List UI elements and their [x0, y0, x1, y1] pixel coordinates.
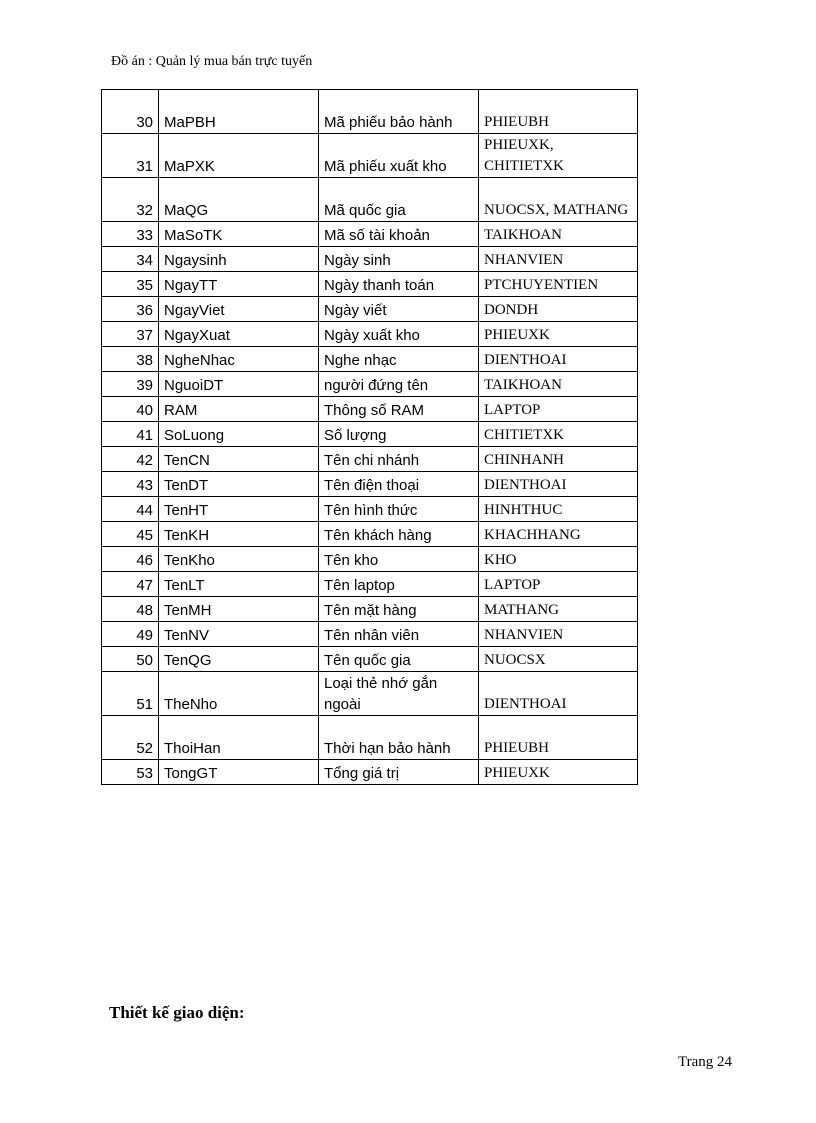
field-description: Tên mặt hàng: [319, 597, 479, 622]
table-row: [102, 272, 638, 297]
field-name: TenCN: [159, 447, 319, 472]
field-name: TenKH: [159, 522, 319, 547]
field-name: NgayXuat: [159, 322, 319, 347]
field-description: Ngày sinh: [319, 247, 479, 272]
field-name: TenDT: [159, 472, 319, 497]
owning-tables: DIENTHOAI: [479, 472, 638, 497]
owning-tables: LAPTOP: [479, 572, 638, 597]
field-name: TenLT: [159, 572, 319, 597]
row-number: 53: [102, 760, 159, 785]
row-number: 32: [102, 178, 159, 222]
field-name: TenMH: [159, 597, 319, 622]
field-description: Tên khách hàng: [319, 522, 479, 547]
field-description: Ngày xuất kho: [319, 322, 479, 347]
row-number: 44: [102, 497, 159, 522]
field-description: Tên laptop: [319, 572, 479, 597]
table-row: [102, 222, 638, 247]
field-name: NgayViet: [159, 297, 319, 322]
owning-tables: KHO: [479, 547, 638, 572]
table-row: [102, 597, 638, 622]
field-description: Mã phiếu xuất kho: [319, 134, 479, 178]
field-description: Tên nhân viên: [319, 622, 479, 647]
field-name: NguoiDT: [159, 372, 319, 397]
row-number: 37: [102, 322, 159, 347]
field-name: Ngaysinh: [159, 247, 319, 272]
owning-tables: MATHANG: [479, 597, 638, 622]
field-description: Mã số tài khoản: [319, 222, 479, 247]
table-row: [102, 716, 638, 760]
field-description: Tên quốc gia: [319, 647, 479, 672]
owning-tables: LAPTOP: [479, 397, 638, 422]
owning-tables: PHIEUXK: [479, 760, 638, 785]
row-number: 30: [102, 90, 159, 134]
document-header: Đồ án : Quản lý mua bán trực tuyến: [111, 54, 313, 69]
field-description: Nghe nhạc: [319, 347, 479, 372]
field-name: MaSoTK: [159, 222, 319, 247]
field-description: Tổng giá trị: [319, 760, 479, 785]
row-number: 38: [102, 347, 159, 372]
row-number: 42: [102, 447, 159, 472]
field-description: Loại thẻ nhớ gắn ngoài: [319, 672, 479, 716]
field-name: TenQG: [159, 647, 319, 672]
field-name: TenKho: [159, 547, 319, 572]
field-description: Thông số RAM: [319, 397, 479, 422]
row-number: 45: [102, 522, 159, 547]
field-description: Tên hình thức: [319, 497, 479, 522]
row-number: 49: [102, 622, 159, 647]
table-row: [102, 760, 638, 785]
field-name: MaQG: [159, 178, 319, 222]
row-number: 31: [102, 134, 159, 178]
owning-tables: NHANVIEN: [479, 622, 638, 647]
data-dictionary-table: [101, 89, 638, 785]
field-name: SoLuong: [159, 422, 319, 447]
row-number: 47: [102, 572, 159, 597]
table-row: [102, 297, 638, 322]
table-row: [102, 572, 638, 597]
table-row: [102, 447, 638, 472]
field-description: Số lượng: [319, 422, 479, 447]
row-number: 36: [102, 297, 159, 322]
table-row: [102, 322, 638, 347]
field-name: MaPXK: [159, 134, 319, 178]
table-row: [102, 178, 638, 222]
row-number: 40: [102, 397, 159, 422]
table-row: [102, 522, 638, 547]
field-name: ThoiHan: [159, 716, 319, 760]
owning-tables: TAIKHOAN: [479, 222, 638, 247]
table-row: [102, 347, 638, 372]
field-description: người đứng tên: [319, 372, 479, 397]
field-description: Tên chi nhánh: [319, 447, 479, 472]
row-number: 51: [102, 672, 159, 716]
owning-tables: KHACHHANG: [479, 522, 638, 547]
owning-tables: PHIEUBH: [479, 90, 638, 134]
table-row: [102, 472, 638, 497]
section-heading: Thiết kế giao diện:: [109, 1003, 245, 1022]
table-row: [102, 422, 638, 447]
owning-tables: NUOCSX: [479, 647, 638, 672]
field-name: TenHT: [159, 497, 319, 522]
field-name: NgheNhac: [159, 347, 319, 372]
table-row: [102, 672, 638, 716]
field-description: Tên điện thoại: [319, 472, 479, 497]
row-number: 52: [102, 716, 159, 760]
field-description: Tên kho: [319, 547, 479, 572]
table-row: [102, 647, 638, 672]
row-number: 34: [102, 247, 159, 272]
row-number: 43: [102, 472, 159, 497]
owning-tables: DIENTHOAI: [479, 672, 638, 716]
table-body: [102, 90, 638, 785]
owning-tables: NUOCSX, MATHANG: [479, 178, 638, 222]
field-description: Mã phiếu bảo hành: [319, 90, 479, 134]
table-row: [102, 397, 638, 422]
row-number: 33: [102, 222, 159, 247]
owning-tables: PHIEUXK: [479, 322, 638, 347]
field-name: MaPBH: [159, 90, 319, 134]
field-description: Thời hạn bảo hành: [319, 716, 479, 760]
owning-tables: PHIEUBH: [479, 716, 638, 760]
table-row: [102, 90, 638, 134]
row-number: 41: [102, 422, 159, 447]
owning-tables: NHANVIEN: [479, 247, 638, 272]
table-row: [102, 134, 638, 178]
field-name: RAM: [159, 397, 319, 422]
owning-tables: PTCHUYENTIEN: [479, 272, 638, 297]
field-description: Mã quốc gia: [319, 178, 479, 222]
row-number: 50: [102, 647, 159, 672]
table-row: [102, 497, 638, 522]
table-row: [102, 622, 638, 647]
owning-tables: CHINHANH: [479, 447, 638, 472]
owning-tables: PHIEUXK, CHITIETXK: [479, 134, 638, 178]
field-name: NgayTT: [159, 272, 319, 297]
row-number: 48: [102, 597, 159, 622]
table-row: [102, 372, 638, 397]
field-name: TongGT: [159, 760, 319, 785]
owning-tables: HINHTHUC: [479, 497, 638, 522]
page-number: Trang 24: [677, 1054, 732, 1070]
table-row: [102, 547, 638, 572]
table-row: [102, 247, 638, 272]
owning-tables: DIENTHOAI: [479, 347, 638, 372]
field-description: Ngày viết: [319, 297, 479, 322]
field-description: Ngày thanh toán: [319, 272, 479, 297]
owning-tables: CHITIETXK: [479, 422, 638, 447]
owning-tables: DONDH: [479, 297, 638, 322]
field-name: TheNho: [159, 672, 319, 716]
field-name: TenNV: [159, 622, 319, 647]
row-number: 39: [102, 372, 159, 397]
owning-tables: TAIKHOAN: [479, 372, 638, 397]
row-number: 46: [102, 547, 159, 572]
row-number: 35: [102, 272, 159, 297]
